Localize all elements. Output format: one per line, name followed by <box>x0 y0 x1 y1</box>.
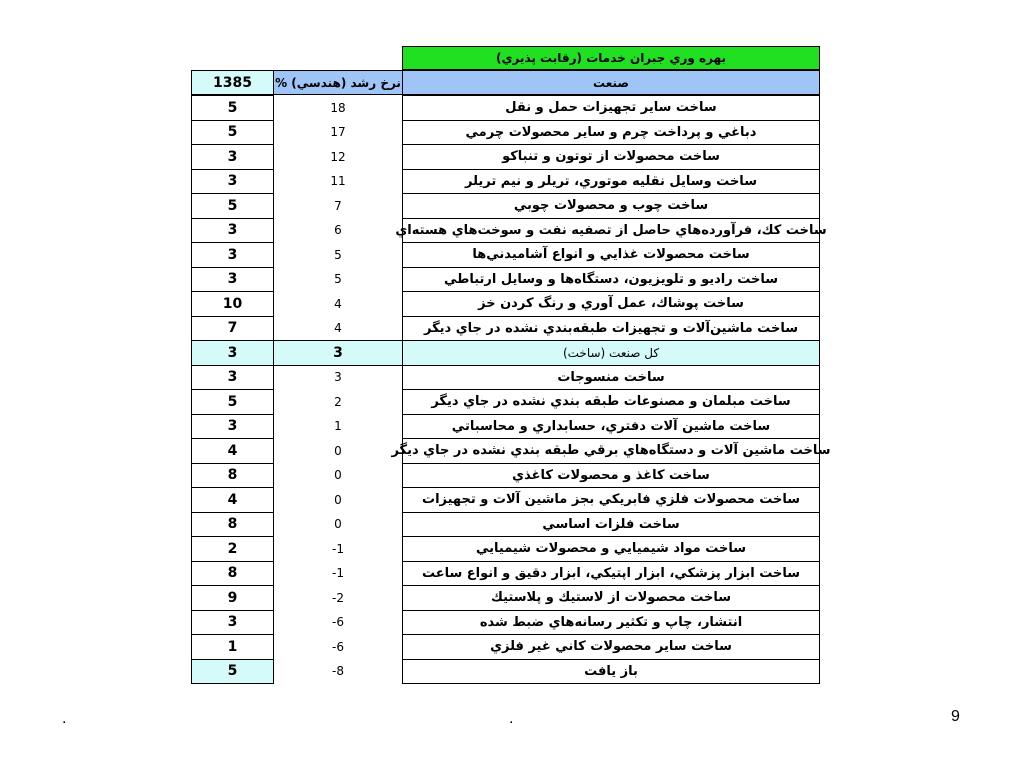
footer-dot-left: . <box>62 710 67 727</box>
row-industry-name: انتشار، چاپ و تكثير رسانه‌هاي ضبط شده <box>402 610 820 636</box>
row-industry-name: ساخت ابزار پزشكي، ابزار اپتيكي، ابزار دقيق و انواع ساعت <box>402 561 820 587</box>
row-industry-name: ساخت ماشين آلات و دستگاه‌هاي برقي طبقه بندي نشده در جاي ديگر <box>402 438 820 464</box>
row-growth-rate: 0 <box>334 492 342 507</box>
row-year-value: 5 <box>191 193 274 219</box>
row-growth-rate: -8 <box>332 664 344 679</box>
row-industry-name: ساخت محصولات غذايي و انواع آشاميدني‌ها <box>402 242 820 268</box>
row-growth-rate: -1 <box>332 541 344 556</box>
row-growth-rate: 5 <box>334 272 342 287</box>
page-number: 9 <box>951 708 960 725</box>
row-year-value: 3 <box>191 218 274 244</box>
row-growth-rate: 11 <box>330 174 346 189</box>
row-year-value: 5 <box>191 659 274 685</box>
row-industry-name: دباغي و پرداخت چرم و ساير محصولات چرمي <box>402 120 820 146</box>
row-year-value: 3 <box>191 365 274 391</box>
row-year-value: 1 <box>191 634 274 660</box>
industry-header: صنعت <box>402 70 820 95</box>
row-year-value: 3 <box>191 267 274 293</box>
row-industry-name: ساخت فلزات اساسي <box>402 512 820 538</box>
row-growth-rate: 3 <box>273 340 403 366</box>
row-industry-name: ساخت منسوجات <box>402 365 820 391</box>
row-year-value: 5 <box>191 120 274 146</box>
row-industry-name: ساخت وسايل نقليه موتوري، تريلر و نيم تريلر <box>402 169 820 195</box>
row-growth-rate: -6 <box>332 615 344 630</box>
row-year-value: 3 <box>191 242 274 268</box>
row-growth-rate: -6 <box>332 639 344 654</box>
row-growth-rate: 4 <box>334 321 342 336</box>
row-growth-rate: -2 <box>332 590 344 605</box>
row-industry-name: ساخت مبلمان و مصنوعات طبقه بندي نشده در جاي ديگر <box>402 389 820 415</box>
row-growth-rate: 0 <box>334 468 342 483</box>
row-industry-name: ساخت ماشين آلات دفتري، حسابداري و محاسباتي <box>402 414 820 440</box>
row-growth-rate: 5 <box>334 247 342 262</box>
row-year-value: 3 <box>191 340 274 366</box>
row-year-value: 2 <box>191 536 274 562</box>
row-growth-rate: 0 <box>334 443 342 458</box>
row-industry-name: ساخت محصولات از توتون و تنباكو <box>402 144 820 170</box>
row-year-value: 8 <box>191 561 274 587</box>
row-year-value: 4 <box>191 487 274 513</box>
row-industry-name: باز يافت <box>402 659 820 685</box>
rate-header: نرخ رشد (هندسي) % <box>273 70 403 95</box>
row-growth-rate: 12 <box>330 149 346 164</box>
row-year-value: 10 <box>191 291 274 317</box>
table-title: بهره وري جبران خدمات (رقابت پذيري) <box>402 46 820 70</box>
row-year-value: 8 <box>191 463 274 489</box>
row-year-value: 5 <box>191 389 274 415</box>
row-growth-rate: 4 <box>334 296 342 311</box>
row-year-value: 3 <box>191 610 274 636</box>
row-growth-rate: 2 <box>334 394 342 409</box>
row-industry-name: ساخت چوب و محصولات چوبي <box>402 193 820 219</box>
row-year-value: 3 <box>191 144 274 170</box>
row-year-value: 9 <box>191 585 274 611</box>
row-growth-rate: 18 <box>330 100 346 115</box>
row-growth-rate: 3 <box>334 370 342 385</box>
row-industry-name: ساخت كك، فرآورده‌هاي حاصل از تصفيه نفت و سوخت‌هاي هسته‌اي <box>402 218 820 244</box>
row-growth-rate: 0 <box>334 517 342 532</box>
row-industry-name: كل صنعت (ساخت) <box>402 340 820 366</box>
row-year-value: 8 <box>191 512 274 538</box>
row-year-value: 5 <box>191 95 274 121</box>
row-industry-name: ساخت محصولات فلزي فابريكي بجز ماشين آلات و تجهيزات <box>402 487 820 513</box>
row-growth-rate: 7 <box>334 198 342 213</box>
row-industry-name: ساخت پوشاك، عمل آوري و رنگ كردن خز <box>402 291 820 317</box>
row-industry-name: ساخت ماشين‌آلات و تجهيزات طبقه‌بندي نشده در جاي ديگر <box>402 316 820 342</box>
row-growth-rate: 17 <box>330 125 346 140</box>
row-growth-rate: 6 <box>334 223 342 238</box>
row-industry-name: ساخت مواد شيميايي و محصولات شيميايي <box>402 536 820 562</box>
row-industry-name: ساخت ساير تجهيزات حمل و نقل <box>402 95 820 121</box>
row-year-value: 3 <box>191 414 274 440</box>
row-growth-rate: -1 <box>332 566 344 581</box>
footer-dot-center: . <box>509 710 514 727</box>
row-growth-rate: 1 <box>334 419 342 434</box>
row-industry-name: ساخت راديو و تلويزيون، دستگاه‌ها و وسايل ارتباطي <box>402 267 820 293</box>
row-year-value: 7 <box>191 316 274 342</box>
row-industry-name: ساخت كاغذ و محصولات كاغذي <box>402 463 820 489</box>
row-year-value: 3 <box>191 169 274 195</box>
row-year-value: 4 <box>191 438 274 464</box>
row-industry-name: ساخت ساير محصولات كاني غير فلزي <box>402 634 820 660</box>
row-industry-name: ساخت محصولات از لاستيك و پلاستيك <box>402 585 820 611</box>
year-header: 1385 <box>191 70 274 95</box>
